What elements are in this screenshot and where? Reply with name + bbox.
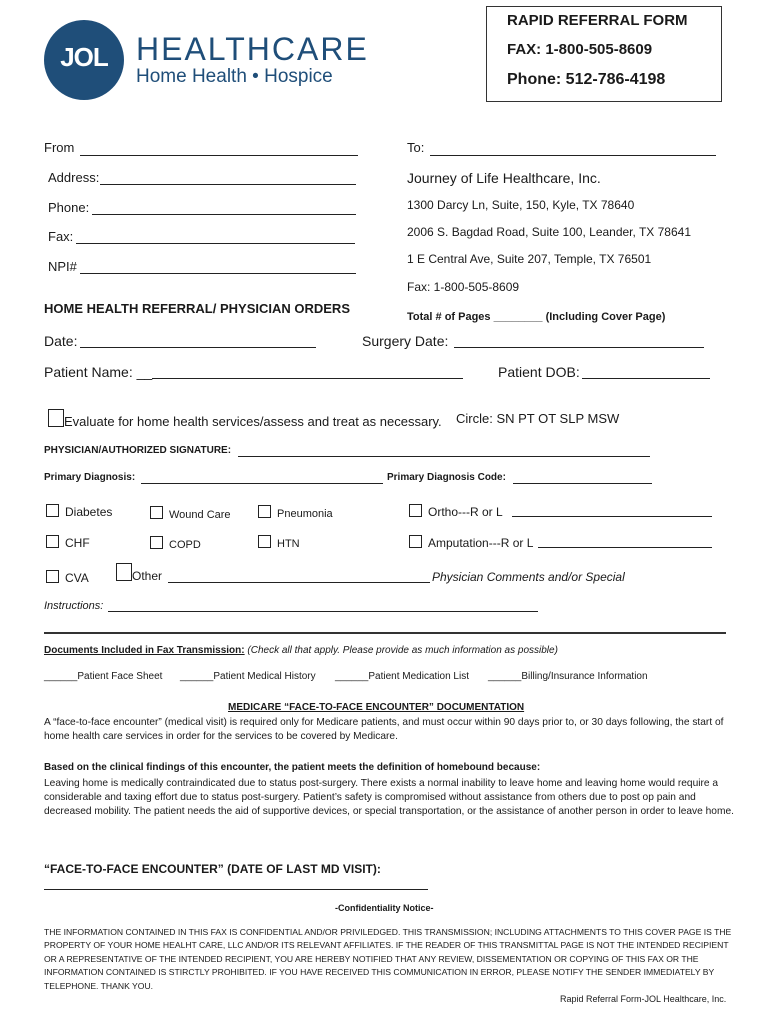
doc-face-sheet[interactable]: ______Patient Face Sheet <box>44 671 163 682</box>
diagnosis-chf[interactable] <box>46 535 90 550</box>
ftf-date-input[interactable] <box>44 889 428 890</box>
date-label: Date: <box>44 333 78 349</box>
from-label: From <box>44 140 75 155</box>
to-input[interactable] <box>430 155 716 156</box>
copd-label: COPD <box>169 539 201 551</box>
pneumonia-label: Pneumonia <box>277 508 333 520</box>
address-temple: 1 E Central Ave, Suite 207, Temple, TX 76501 <box>407 252 652 266</box>
signature-label: PHYSICIAN/AUTHORIZED SIGNATURE: <box>44 445 232 456</box>
form-title: RAPID REFERRAL FORM <box>507 12 688 29</box>
documents-heading: Documents Included in Fax Transmission: <box>44 645 245 656</box>
fax-label: Fax: <box>48 229 74 244</box>
fax-input[interactable] <box>76 243 355 244</box>
primary-diagnosis-input[interactable] <box>141 483 383 484</box>
ortho-label: Ortho---R or L <box>428 505 503 519</box>
logo-subtitle: Home Health • Hospice <box>136 66 333 87</box>
npi-label: NPI# <box>48 259 77 274</box>
phone-number: Phone: 512-786-4198 <box>507 71 666 88</box>
wound-care-label: Wound Care <box>169 509 231 521</box>
logo <box>44 18 374 100</box>
diagnosis-amputation[interactable] <box>409 535 533 550</box>
diagnosis-other[interactable] <box>116 563 162 583</box>
orders-heading: HOME HEALTH REFERRAL/ PHYSICIAN ORDERS <box>44 301 350 316</box>
diagnosis-pneumonia[interactable] <box>258 505 333 520</box>
npi-input[interactable] <box>80 273 356 274</box>
other-label: Other <box>132 569 163 583</box>
wound-care-checkbox[interactable] <box>150 506 163 519</box>
ortho-input[interactable] <box>512 516 712 517</box>
diabetes-checkbox[interactable] <box>46 504 59 517</box>
patient-dob-input[interactable] <box>582 378 710 379</box>
htn-checkbox[interactable] <box>258 535 271 548</box>
fax-number: FAX: 1-800-505-8609 <box>507 41 653 58</box>
amputation-input[interactable] <box>538 547 712 548</box>
primary-diagnosis-code-input[interactable] <box>513 483 652 484</box>
physician-comments-label: Physician Comments and/or Special <box>432 570 625 584</box>
diagnosis-copd[interactable] <box>150 536 201 551</box>
amputation-label: Amputation---R or L <box>428 536 534 550</box>
company-name: Journey of Life Healthcare, Inc. <box>407 170 601 186</box>
confidentiality-heading: -Confidentiality Notice- <box>335 903 434 913</box>
patient-name-input[interactable] <box>152 378 463 379</box>
amputation-checkbox[interactable] <box>409 535 422 548</box>
patient-name-label: Patient Name: __ <box>44 364 153 380</box>
doc-medication-list[interactable]: ______Patient Medication List <box>335 671 469 682</box>
surgery-date-input[interactable] <box>454 347 704 348</box>
footer-text: Rapid Referral Form-JOL Healthcare, Inc. <box>560 994 727 1004</box>
diagnosis-htn[interactable] <box>258 535 300 550</box>
other-input[interactable] <box>168 582 430 583</box>
to-label: To: <box>407 140 425 155</box>
phone-input[interactable] <box>92 214 356 215</box>
address-label: Address: <box>48 170 100 185</box>
ftf-heading: “FACE-TO-FACE ENCOUNTER” (DATE OF LAST MD VISIT): <box>44 862 381 876</box>
cva-checkbox[interactable] <box>46 570 59 583</box>
homebound-heading: Based on the clinical findings of this encounter, the patient meets the definition of homebound because: <box>44 762 541 773</box>
date-input[interactable] <box>80 347 316 348</box>
logo-mark: JOL <box>60 42 108 72</box>
documents-note: (Check all that apply. Please provide as much information as possible) <box>244 645 558 656</box>
doc-medical-history[interactable]: ______Patient Medical History <box>180 671 316 682</box>
patient-dob-label: Patient DOB: <box>498 364 580 380</box>
ortho-checkbox[interactable] <box>409 504 422 517</box>
cva-label: CVA <box>65 571 89 585</box>
total-pages: Total # of Pages ________ (Including Cover Page) <box>407 311 666 323</box>
doc-billing-insurance[interactable]: ______Billing/Insurance Information <box>488 671 648 682</box>
to-fax: Fax: 1-800-505-8609 <box>407 280 520 294</box>
discipline-circle[interactable]: Circle: SN PT OT SLP MSW <box>456 411 620 426</box>
diagnosis-cva[interactable] <box>46 570 89 585</box>
documents-line <box>44 645 558 656</box>
chf-checkbox[interactable] <box>46 535 59 548</box>
phone-label: Phone: <box>48 200 90 215</box>
address-kyle: 1300 Darcy Ln, Suite, 150, Kyle, TX 78640 <box>407 198 635 212</box>
surgery-date-label: Surgery Date: <box>362 333 449 349</box>
homebound-paragraph: Leaving home is medically contraindicated due to status post-surgery. There exists a normal inability to leave home and leaving home would require a considerable and taxing effort due to status post-surgery. Patient’s safety is compromised without assistance from others due to post op pain and decreased mobility. The patient needs the aid of supportive devices, or special transportation, or the assistance of another person in order to leave home. <box>44 778 734 817</box>
instructions-label: Instructions: <box>44 600 104 612</box>
other-checkbox[interactable] <box>116 563 132 581</box>
address-leander: 2006 S. Bagdad Road, Suite 100, Leander, TX 78641 <box>407 225 692 239</box>
evaluate-option[interactable] <box>48 409 442 429</box>
address-input[interactable] <box>100 184 356 185</box>
primary-diagnosis-label: Primary Diagnosis: <box>44 472 136 483</box>
diagnosis-ortho[interactable] <box>409 504 503 519</box>
chf-label: CHF <box>65 536 90 550</box>
diabetes-label: Diabetes <box>65 505 113 519</box>
diagnosis-wound-care[interactable] <box>150 506 231 521</box>
instructions-input[interactable] <box>108 611 538 612</box>
signature-input[interactable] <box>238 456 650 457</box>
medicare-paragraph: A “face-to-face encounter” (medical visit) is required only for Medicare patients, and must occur within 90 days prior to, or 30 days following, the start of home health care services in order for the services to be covered by Medicare. <box>44 717 724 742</box>
pneumonia-checkbox[interactable] <box>258 505 271 518</box>
diagnosis-diabetes[interactable] <box>46 504 112 519</box>
logo-brand: HEALTHCARE <box>136 31 369 67</box>
copd-checkbox[interactable] <box>150 536 163 549</box>
section-divider <box>44 632 726 634</box>
confidentiality-text: THE INFORMATION CONTAINED IN THIS FAX IS CONFIDENTIAL AND/OR PRIVILEDGED. THIS TRANSMISSION; INCLUDING ATTACHMENTS TO THIS COVER PAGE IS THE PROPERTY OF YOUR HOME HEALHT CARE, LLC AND/OR ITS RELEVANT AFFILIATES. IF THE READER OF THIS TRANSMITTAL PAGE IS NOT THE INTENDED RECIPIENT OR A REPRESENTATIVE OF THE INTENDED RECIPIENT, YOU ARE HEREBY NOTIFIED THAT ANY REVIEW, DISSEMENTATION OR COPYING OF THIS FAX OR THE INFORMATION CONTAINED IS STIRCTLY PROHIBITED. IF YOU HAVE RECEIVED THIS COMMUNICATION IN ERROR, PLEASE NOTIFY THE SENDER IMMEDIATELY BY TELEPHONE. THANK YOU. <box>44 927 732 991</box>
from-input[interactable] <box>80 155 358 156</box>
htn-label: HTN <box>277 538 300 550</box>
evaluate-checkbox[interactable] <box>48 409 64 427</box>
primary-diagnosis-code-label: Primary Diagnosis Code: <box>387 472 506 483</box>
evaluate-label: Evaluate for home health services/assess and treat as necessary. <box>64 414 442 429</box>
medicare-heading: MEDICARE “FACE-TO-FACE ENCOUNTER” DOCUMENTATION <box>228 702 525 713</box>
